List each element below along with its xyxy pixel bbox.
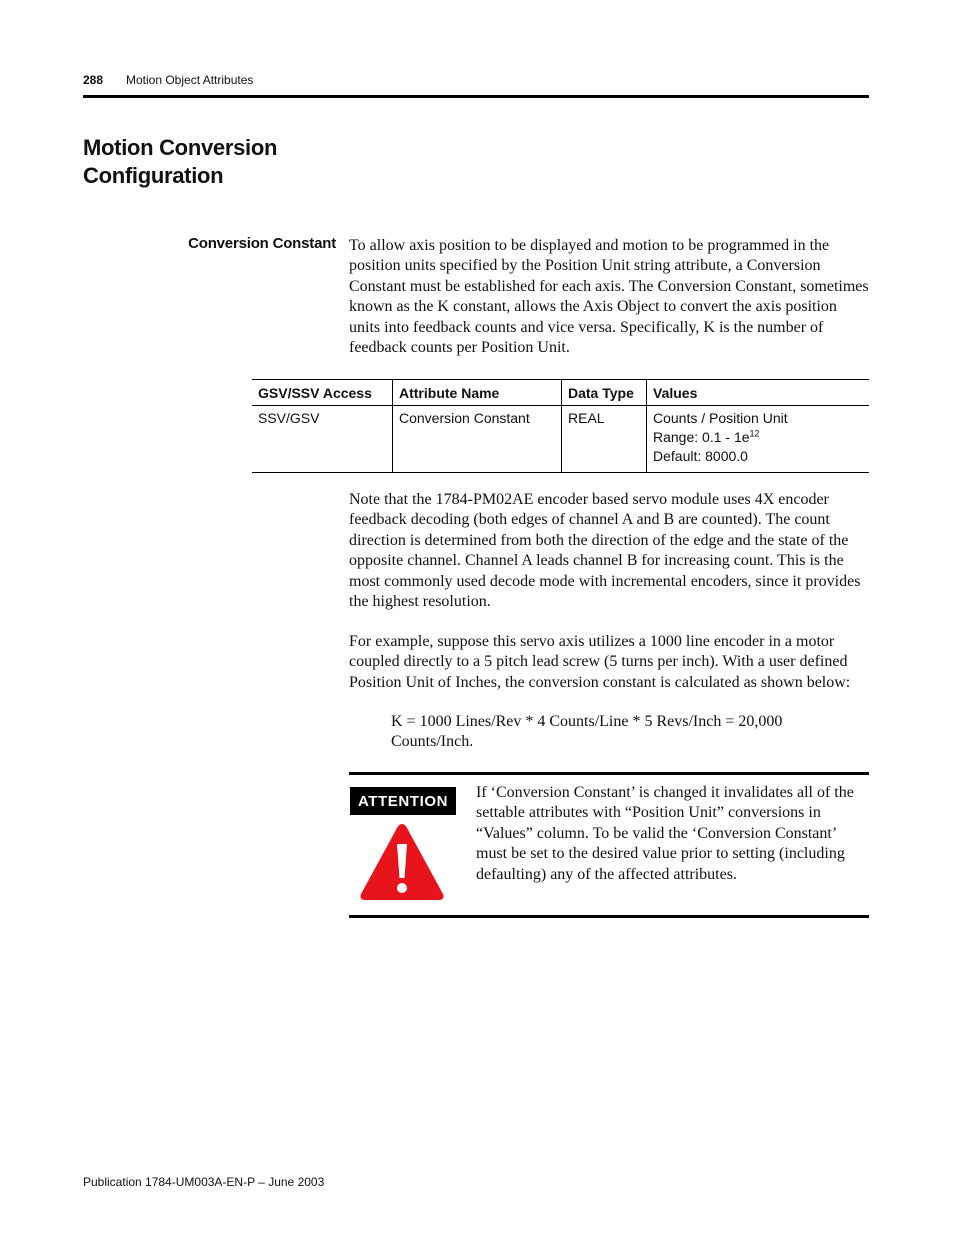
values-cell — [647, 406, 870, 473]
running-header: Motion Object Attributes — [126, 73, 254, 87]
page-number: 288 — [83, 73, 104, 87]
attention-text: If ‘Conversion Constant’ is changed it invalidates all of the settable attributes with “Position Unit” conversions in “Values” column. To be valid the ‘Conversion Constant’ must be set to the desired value prior to setting (including defaulting) any of the affected attributes. — [476, 784, 854, 883]
attribute-name-cell: Conversion Constant — [393, 406, 562, 473]
intro-paragraph: To allow axis position to be displayed and motion to be programmed in the position units specified by the Position Unit string attribute, a Conversion Constant must be established for each axis. The Conversion Constant, sometimes known as the K constant, allows the Axis Object to convert the axis position units into feedback counts and vice versa. Specifically, K is the number of feedback counts per Position Unit. — [349, 237, 869, 357]
values-range — [653, 428, 863, 447]
values-range-exponent: 12 — [749, 428, 760, 439]
column-header: Data Type — [562, 380, 647, 406]
exclamation-dot — [397, 883, 407, 893]
section-heading: Conversion Constant — [188, 235, 336, 252]
formula: K = 1000 Lines/Rev * 4 Counts/Line * 5 Revs/Inch = 20,000 Counts/Inch. — [391, 713, 783, 751]
attention-bottom-rule — [349, 915, 869, 918]
access-cell: SSV/GSV — [252, 406, 393, 473]
attention-top-rule — [349, 772, 869, 775]
warning-triangle-icon — [357, 820, 447, 904]
table-row — [252, 406, 869, 473]
data-type-cell: REAL — [562, 406, 647, 473]
values-units: Counts / Position Unit — [653, 410, 788, 426]
attribute-table — [252, 379, 869, 473]
column-header: Attribute Name — [393, 380, 562, 406]
encoder-note-paragraph: Note that the 1784-PM02AE encoder based servo module uses 4X encoder feedback decoding (both edges of channel A and B are counted). The count direction is determined from both the direction of the edge and the state of the opposite channel. Channel A leads channel B for increasing count. This is the most commonly used decode mode with incremental encoders, since it provides the highest resolution. — [349, 491, 861, 611]
table-header-row — [252, 380, 869, 406]
attention-label: ATTENTION — [350, 787, 456, 815]
header-rule — [83, 95, 869, 98]
values-default: Default: 8000.0 — [653, 448, 748, 464]
column-header: GSV/SSV Access — [252, 380, 393, 406]
example-paragraph: For example, suppose this servo axis utilizes a 1000 line encoder in a motor coupled directly to a 5 pitch lead screw (5 turns per inch). With a user defined Position Unit of Inches, the conversion constant is calculated as shown below: — [349, 633, 851, 691]
column-header: Values — [647, 380, 870, 406]
page-title: Motion Conversion Configuration — [83, 135, 278, 188]
footer-publication: Publication 1784-UM003A-EN-P – June 2003 — [83, 1175, 325, 1189]
values-range-text: Range: 0.1 - 1e — [653, 429, 750, 445]
